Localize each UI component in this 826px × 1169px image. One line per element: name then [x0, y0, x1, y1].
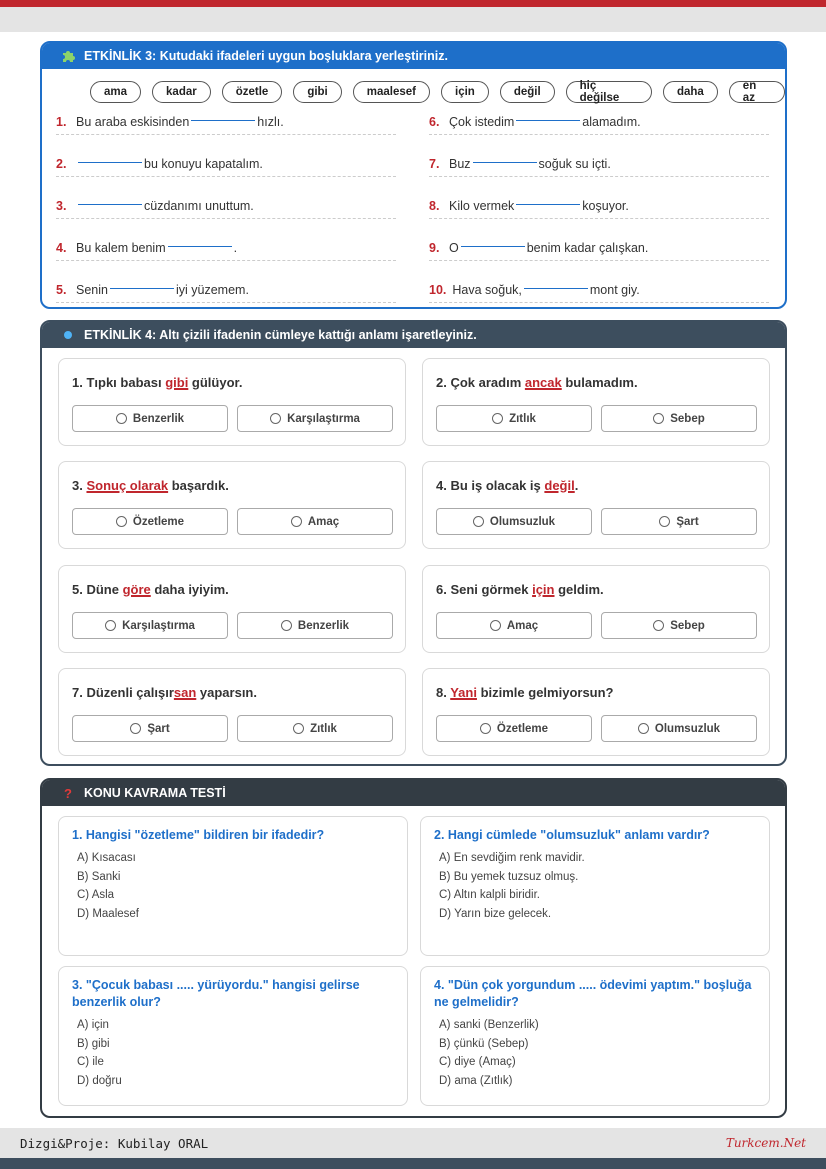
- sentence-start: Kilo vermek: [449, 198, 515, 213]
- item-number: 8.: [429, 198, 440, 213]
- word-chip: değil: [500, 81, 555, 103]
- footer-logo[interactable]: Turkcem.Net: [725, 1136, 806, 1150]
- radio-icon[interactable]: [293, 723, 304, 734]
- item-number: 4.: [56, 240, 67, 255]
- meaning-option[interactable]: [601, 612, 757, 639]
- fill-row: [429, 235, 769, 261]
- answer-blank[interactable]: [191, 120, 255, 122]
- underlined-phrase: değil: [544, 478, 575, 493]
- meaning-option[interactable]: [237, 612, 393, 639]
- radio-icon[interactable]: [653, 413, 664, 424]
- meaning-option[interactable]: [601, 508, 757, 535]
- question-start: 6. Seni görmek: [436, 582, 533, 597]
- answer-choice[interactable]: C) ile: [77, 1056, 104, 1068]
- test-header: [42, 780, 785, 806]
- meaning-option[interactable]: [237, 508, 393, 535]
- option-label: Benzerlik: [297, 619, 350, 632]
- sentence-end: mont giy.: [589, 282, 640, 297]
- question-text: [72, 375, 242, 390]
- option-label: Olumsuzluk: [489, 515, 556, 528]
- item-number: 10.: [429, 282, 447, 297]
- option-label: Özetleme: [496, 722, 549, 735]
- fill-row: [56, 109, 396, 135]
- underlined-phrase: göre: [122, 582, 151, 597]
- answer-choice[interactable]: B) çünkü (Sebep): [439, 1037, 529, 1050]
- option-label: Sebep: [670, 412, 705, 425]
- test-question: 3. "Çocuk babası ..... yürüyordu." hangisi gelirse benzerlik olur?: [72, 978, 360, 1009]
- word-chip: ama: [90, 81, 141, 103]
- option-label: Özetleme: [132, 515, 185, 528]
- question-text: [436, 478, 578, 493]
- item-number: 1.: [56, 114, 67, 129]
- fill-row: [429, 277, 769, 303]
- answer-blank[interactable]: [524, 288, 588, 290]
- question-start: 4. Bu iş olacak iş: [436, 478, 545, 493]
- option-label: Karşılaştırma: [287, 412, 360, 425]
- word-chip: özetle: [222, 81, 283, 103]
- activity4-section: [40, 320, 787, 766]
- word-chip: gibi: [293, 81, 341, 103]
- answer-blank[interactable]: [461, 246, 525, 248]
- word-chip: en az: [729, 81, 785, 103]
- word-chip: kadar: [152, 81, 211, 103]
- dot-icon: [60, 327, 76, 343]
- question-start: 1. Tıpkı babası: [72, 375, 166, 390]
- sentence-start: Bu kalem benim: [76, 240, 166, 255]
- underlined-phrase: ancak: [524, 375, 562, 390]
- sentence-end: hızlı.: [257, 114, 284, 129]
- answer-choice[interactable]: D) ama (Zıtlık): [439, 1074, 513, 1087]
- activity3-header: [42, 43, 785, 69]
- sentence-start: Bu araba eskisinden: [76, 114, 190, 129]
- meaning-option[interactable]: [436, 508, 592, 535]
- answer-choice[interactable]: C) Altın kalpli biridir.: [439, 889, 540, 901]
- activity3-section: [40, 41, 787, 309]
- meaning-option[interactable]: [72, 715, 228, 742]
- question-text: [72, 582, 229, 597]
- sentence-start: Buz: [449, 156, 471, 171]
- meaning-option[interactable]: [601, 405, 757, 432]
- option-label: Şart: [676, 515, 699, 528]
- fill-row: [429, 109, 769, 135]
- fill-row: [56, 151, 396, 177]
- sentence-end: iyi yüzemem.: [175, 282, 249, 297]
- meaning-option[interactable]: [72, 612, 228, 639]
- puzzle-icon: [60, 48, 76, 64]
- underlined-phrase: Sonuç olarak: [86, 478, 169, 493]
- fill-row: [429, 193, 769, 219]
- question-icon: ?: [64, 785, 72, 801]
- test-title: KONU KAVRAMA TESTİ: [84, 786, 226, 800]
- answer-choice[interactable]: D) Maalesef: [77, 907, 139, 920]
- option-label: Zıtlık: [310, 722, 337, 735]
- test-question-card: [58, 816, 408, 956]
- question-text: [72, 685, 257, 700]
- fill-row: [56, 235, 396, 261]
- question-start: 3.: [72, 478, 87, 493]
- radio-icon[interactable]: [473, 516, 484, 527]
- question-end: .: [574, 478, 579, 493]
- item-number: 6.: [429, 114, 440, 129]
- activity4-header: [42, 322, 785, 348]
- answer-blank[interactable]: [110, 288, 174, 290]
- question-end: bizimle gelmiyorsun?: [476, 685, 614, 700]
- answer-choice[interactable]: B) gibi: [77, 1037, 110, 1050]
- question-text: [72, 478, 229, 493]
- meaning-option[interactable]: [72, 405, 228, 432]
- answer-choice[interactable]: B) Sanki: [77, 870, 121, 883]
- meaning-option[interactable]: [237, 715, 393, 742]
- answer-blank[interactable]: [473, 162, 537, 164]
- word-chip: maalesef: [353, 81, 430, 103]
- radio-icon[interactable]: [659, 516, 670, 527]
- sentence-end: .: [233, 240, 238, 255]
- activity4-title: ETKİNLİK 4: Altı çizili ifadenin cümleye kattığı anlamı işaretleyiniz.: [84, 328, 477, 342]
- answer-blank[interactable]: [78, 204, 142, 206]
- sentence-end: benim kadar çalışkan.: [526, 240, 649, 255]
- fill-row: [56, 193, 396, 219]
- question-card: [58, 358, 406, 446]
- footer: [0, 1128, 826, 1158]
- radio-icon[interactable]: [130, 723, 141, 734]
- question-end: daha iyiyim.: [150, 582, 229, 597]
- sentence-end: cüzdanımı unuttum.: [144, 198, 254, 213]
- question-card: [58, 565, 406, 653]
- word-chip: için: [441, 81, 489, 103]
- top-red-band: [0, 0, 826, 7]
- test-question-card: [420, 966, 770, 1106]
- test-question: 1. Hangisi "özetleme" bildiren bir ifadedir?: [72, 828, 325, 842]
- answer-choice[interactable]: D) doğru: [77, 1074, 122, 1087]
- radio-icon[interactable]: [638, 723, 649, 734]
- question-card: [58, 668, 406, 756]
- question-text: [436, 582, 604, 597]
- footer-dark-band: [0, 1158, 826, 1169]
- question-text: [436, 375, 638, 390]
- test-question: 2. Hangi cümlede "olumsuzluk" anlamı vardır?: [434, 828, 710, 842]
- option-label: Amaç: [307, 515, 340, 528]
- question-end: gülüyor.: [188, 375, 243, 390]
- sentence-end: koşuyor.: [582, 198, 629, 213]
- question-card: [422, 358, 770, 446]
- item-number: 5.: [56, 282, 67, 297]
- answer-choice[interactable]: A) sanki (Benzerlik): [439, 1019, 539, 1031]
- underlined-phrase: için: [532, 582, 555, 597]
- answer-blank[interactable]: [168, 246, 232, 248]
- meaning-option[interactable]: [237, 405, 393, 432]
- answer-blank[interactable]: [516, 204, 580, 206]
- option-label: Şart: [147, 722, 170, 735]
- answer-choice[interactable]: A) Kısacası: [77, 852, 136, 864]
- answer-choice[interactable]: C) Asla: [77, 889, 115, 901]
- fill-row: [429, 151, 769, 177]
- question-card: [422, 461, 770, 549]
- option-label: Sebep: [670, 619, 705, 632]
- top-gray-band: [0, 7, 826, 32]
- meaning-option[interactable]: [72, 508, 228, 535]
- item-number: 9.: [429, 240, 440, 255]
- question-end: başardık.: [168, 478, 229, 493]
- radio-icon[interactable]: [116, 516, 127, 527]
- word-chip: hiç değilse: [566, 81, 652, 103]
- meaning-option[interactable]: [436, 715, 592, 742]
- radio-icon[interactable]: [653, 620, 664, 631]
- underlined-phrase: gibi: [165, 375, 189, 390]
- footer-credit: Dizgi&Proje: Kubilay ORAL: [20, 1135, 209, 1151]
- test-question-card: [420, 816, 770, 956]
- question-card: [422, 565, 770, 653]
- activity3-title: ETKİNLİK 3: Kutudaki ifadeleri uygun boşluklara yerleştiriniz.: [84, 49, 448, 63]
- question-end: bulamadım.: [561, 375, 638, 390]
- question-start: 7. Düzenli çalışır: [72, 685, 174, 700]
- option-label: Olumsuzluk: [654, 722, 721, 735]
- sentence-start: Senin: [76, 282, 108, 297]
- option-label: Amaç: [506, 619, 539, 632]
- answer-choice[interactable]: A) En sevdiğim renk mavidir.: [439, 852, 585, 864]
- test-question: 4. "Dün çok yorgundum ..... ödevimi yaptım." boşluğa ne gelmelidir?: [434, 978, 752, 1009]
- question-end: yaparsın.: [196, 685, 257, 700]
- radio-icon[interactable]: [490, 620, 501, 631]
- answer-blank[interactable]: [78, 162, 142, 164]
- test-question-card: [58, 966, 408, 1106]
- radio-icon[interactable]: [480, 723, 491, 734]
- question-card: [422, 668, 770, 756]
- sentence-start: Çok istedim: [449, 114, 515, 129]
- word-box: [42, 69, 785, 103]
- meaning-option[interactable]: [436, 405, 592, 432]
- option-label: Karşılaştırma: [122, 619, 195, 632]
- option-label: Zıtlık: [509, 412, 536, 425]
- radio-icon[interactable]: [105, 620, 116, 631]
- radio-icon[interactable]: [270, 413, 281, 424]
- question-end: geldim.: [554, 582, 604, 597]
- item-number: 3.: [56, 198, 67, 213]
- option-label: Benzerlik: [132, 412, 185, 425]
- question-start: 5. Düne: [72, 582, 123, 597]
- radio-icon[interactable]: [492, 413, 503, 424]
- underlined-phrase: san: [173, 685, 197, 700]
- answer-choice[interactable]: C) diye (Amaç): [439, 1056, 516, 1068]
- underlined-phrase: Yani: [450, 685, 477, 700]
- test-section: [40, 778, 787, 1118]
- question-card: [58, 461, 406, 549]
- item-number: 7.: [429, 156, 440, 171]
- radio-icon[interactable]: [291, 516, 302, 527]
- item-number: 2.: [56, 156, 67, 171]
- question-text: [436, 685, 614, 700]
- fill-row: [56, 277, 396, 303]
- sentence-start: Hava soğuk,: [452, 282, 522, 297]
- word-chip: daha: [663, 81, 718, 103]
- question-start: 8.: [436, 685, 451, 700]
- sentence-end: bu konuyu kapatalım.: [144, 156, 263, 171]
- radio-icon[interactable]: [116, 413, 127, 424]
- question-start: 2. Çok aradım: [436, 375, 525, 390]
- answer-blank[interactable]: [516, 120, 580, 122]
- radio-icon[interactable]: [281, 620, 292, 631]
- answer-choice[interactable]: A) için: [77, 1019, 109, 1031]
- meaning-option[interactable]: [436, 612, 592, 639]
- answer-choice[interactable]: B) Bu yemek tuzsuz olmuş.: [439, 870, 579, 883]
- sentence-start: O: [449, 240, 459, 255]
- answer-choice[interactable]: D) Yarın bize gelecek.: [439, 907, 552, 920]
- meaning-option[interactable]: [601, 715, 757, 742]
- sentence-end: soğuk su içti.: [538, 156, 611, 171]
- sentence-end: alamadım.: [582, 114, 641, 129]
